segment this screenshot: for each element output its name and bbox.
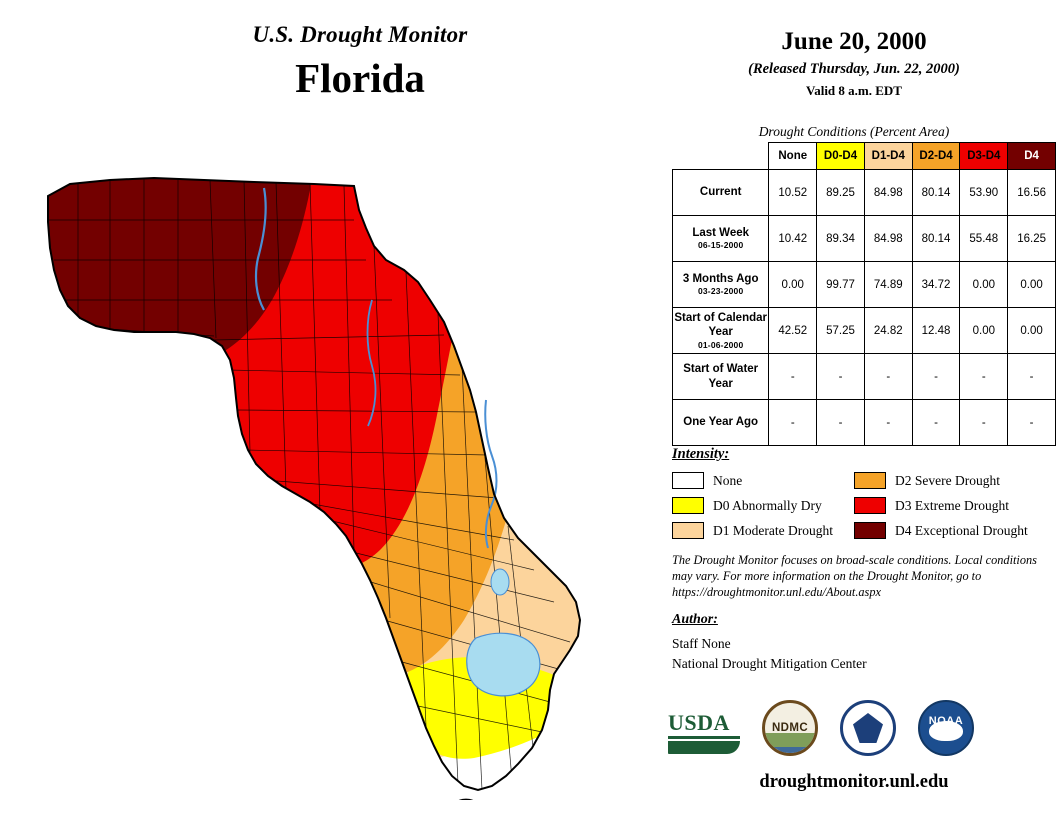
table-col-d1d4: D1-D4 (864, 143, 912, 170)
noaa-logo-text: NOAA (928, 715, 964, 727)
row-label-text: Last Week (692, 227, 750, 239)
valid-time: Valid 8 a.m. EDT (806, 83, 902, 98)
map-svg[interactable] (14, 150, 662, 800)
lake-small-icon (491, 569, 509, 595)
legend-label-d2: D2 Severe Drought (895, 472, 1000, 488)
row-label-start-calendar-year (673, 308, 769, 354)
legend-item-d0 (672, 493, 854, 518)
author-title: Author: (672, 612, 718, 627)
logo-row (668, 698, 1036, 760)
cell-wateryear-d2d4: - (912, 354, 960, 400)
cell-3months-d3d4: 0.00 (960, 262, 1008, 308)
cell-calyear-d3d4: 0.00 (960, 308, 1008, 354)
table-row (673, 308, 1056, 354)
table-row (673, 262, 1056, 308)
author-name: Staff None (672, 636, 731, 651)
legend-label-d3: D3 Extreme Drought (895, 497, 1009, 513)
noaa-logo (918, 700, 974, 758)
page-title: U.S. Drought Monitor (252, 22, 468, 47)
author-organization: National Drought Mitigation Center (672, 656, 867, 672)
eagle-icon (853, 713, 883, 743)
row-label-sub: 03-23-2000 (697, 286, 744, 297)
cell-current-d1d4: 84.98 (864, 170, 912, 216)
ndmc-logo-circle (762, 700, 818, 756)
cell-lastweek-d0d4: 89.34 (817, 216, 865, 262)
ndmc-logo (762, 700, 818, 758)
row-label-sub: 01-06-2000 (697, 339, 744, 350)
cell-3months-d2d4: 34.72 (912, 262, 960, 308)
table-row (673, 354, 1056, 400)
row-label-text: One Year Ago (683, 416, 759, 429)
author-block (672, 634, 867, 675)
legend-swatch-d2 (854, 472, 886, 489)
usda-logo (668, 700, 740, 758)
legend-item-d4 (854, 518, 1036, 543)
release-date: (Released Thursday, Jun. 22, 2000) (748, 61, 960, 77)
cell-3months-none: 0.00 (769, 262, 817, 308)
ndmc-logo-band (765, 733, 815, 748)
legend-label-none: None (713, 472, 743, 488)
title-block (150, 22, 570, 102)
intensity-legend (672, 468, 1036, 543)
disclaimer-text: The Drought Monitor focuses on broad-scale conditions. Local conditions may vary. For more information on the Drought Monitor, go to https://droughtmonitor.unl.edu/About.aspx (672, 553, 1037, 600)
table-col-d4: D4 (1008, 143, 1056, 170)
legend-item-d1 (672, 518, 854, 543)
table-row (673, 216, 1056, 262)
table-col-d3d4: D3-D4 (960, 143, 1008, 170)
cell-wateryear-d4: - (1008, 354, 1056, 400)
florida-keys (374, 799, 475, 800)
row-label-start-water-year (673, 354, 769, 400)
row-label-text: Start of Calendar Year (674, 311, 768, 339)
legend-swatch-d3 (854, 497, 886, 514)
usdc-noaa-seal-logo (840, 700, 896, 758)
cell-current-d0d4: 89.25 (817, 170, 865, 216)
cell-calyear-d4: 0.00 (1008, 308, 1056, 354)
usdc-logo-circle (840, 700, 896, 756)
ndmc-logo-band-water (765, 747, 815, 753)
cell-3months-d4: 0.00 (1008, 262, 1056, 308)
legend-label-d1: D1 Moderate Drought (713, 522, 833, 538)
row-label-3-months-ago (673, 262, 769, 308)
lake-okeechobee (467, 633, 540, 696)
usda-logo-rule (668, 736, 740, 739)
legend-item-d3 (854, 493, 1036, 518)
cell-calyear-none: 42.52 (769, 308, 817, 354)
cell-calyear-d0d4: 57.25 (817, 308, 865, 354)
row-label-current (673, 170, 769, 216)
cell-current-d4: 16.56 (1008, 170, 1056, 216)
footer-url: droughtmonitor.unl.edu (759, 772, 949, 792)
cell-calyear-d1d4: 24.82 (864, 308, 912, 354)
cell-oneyear-d0d4: - (817, 400, 865, 446)
cell-current-d3d4: 53.90 (960, 170, 1008, 216)
table-header-row (673, 143, 1056, 170)
usda-logo-text: USDA (668, 710, 730, 735)
state-title: Florida (295, 55, 425, 101)
florida-drought-map[interactable] (14, 150, 662, 800)
legend-item-none (672, 468, 854, 493)
noaa-logo-circle (918, 700, 974, 756)
table-caption: Drought Conditions (Percent Area) (758, 124, 950, 139)
row-label-one-year-ago (673, 400, 769, 446)
cell-lastweek-d4: 16.25 (1008, 216, 1056, 262)
legend-item-d2 (854, 468, 1036, 493)
cell-lastweek-d2d4: 80.14 (912, 216, 960, 262)
map-date: June 20, 2000 (781, 28, 927, 55)
row-label-last-week (673, 216, 769, 262)
cell-current-none: 10.52 (769, 170, 817, 216)
cell-3months-d0d4: 99.77 (817, 262, 865, 308)
cell-lastweek-d1d4: 84.98 (864, 216, 912, 262)
row-label-text: Start of Water Year (683, 363, 759, 390)
cell-oneyear-d2d4: - (912, 400, 960, 446)
table-corner-cell (673, 143, 769, 170)
table-col-none: None (769, 143, 817, 170)
row-label-text: Current (699, 186, 742, 199)
cell-current-d2d4: 80.14 (912, 170, 960, 216)
cell-wateryear-d0d4: - (817, 354, 865, 400)
ndmc-logo-text: NDMC (771, 722, 809, 734)
map-drought-bands (14, 150, 662, 800)
cell-lastweek-none: 10.42 (769, 216, 817, 262)
table-col-d2d4: D2-D4 (912, 143, 960, 170)
date-block (672, 28, 1036, 99)
legend-label-d4: D4 Exceptional Drought (895, 522, 1028, 538)
legend-swatch-d4 (854, 522, 886, 539)
cell-wateryear-d1d4: - (864, 354, 912, 400)
row-label-text: 3 Months Ago (682, 273, 759, 285)
drought-conditions-table (672, 142, 1056, 446)
cell-3months-d1d4: 74.89 (864, 262, 912, 308)
row-label-sub: 06-15-2000 (697, 240, 744, 251)
cell-wateryear-d3d4: - (960, 354, 1008, 400)
table-col-d0d4: D0-D4 (817, 143, 865, 170)
legend-swatch-none (672, 472, 704, 489)
cell-oneyear-none: - (769, 400, 817, 446)
cell-calyear-d2d4: 12.48 (912, 308, 960, 354)
cell-oneyear-d1d4: - (864, 400, 912, 446)
table-row (673, 400, 1056, 446)
cell-wateryear-none: - (769, 354, 817, 400)
cell-oneyear-d3d4: - (960, 400, 1008, 446)
intensity-legend-title: Intensity: (672, 446, 730, 462)
legend-label-d0: D0 Abnormally Dry (713, 497, 822, 513)
legend-swatch-d0 (672, 497, 704, 514)
usda-logo-swoosh (668, 741, 740, 754)
table-row (673, 170, 1056, 216)
cell-oneyear-d4: - (1008, 400, 1056, 446)
cell-lastweek-d3d4: 55.48 (960, 216, 1008, 262)
legend-swatch-d1 (672, 522, 704, 539)
